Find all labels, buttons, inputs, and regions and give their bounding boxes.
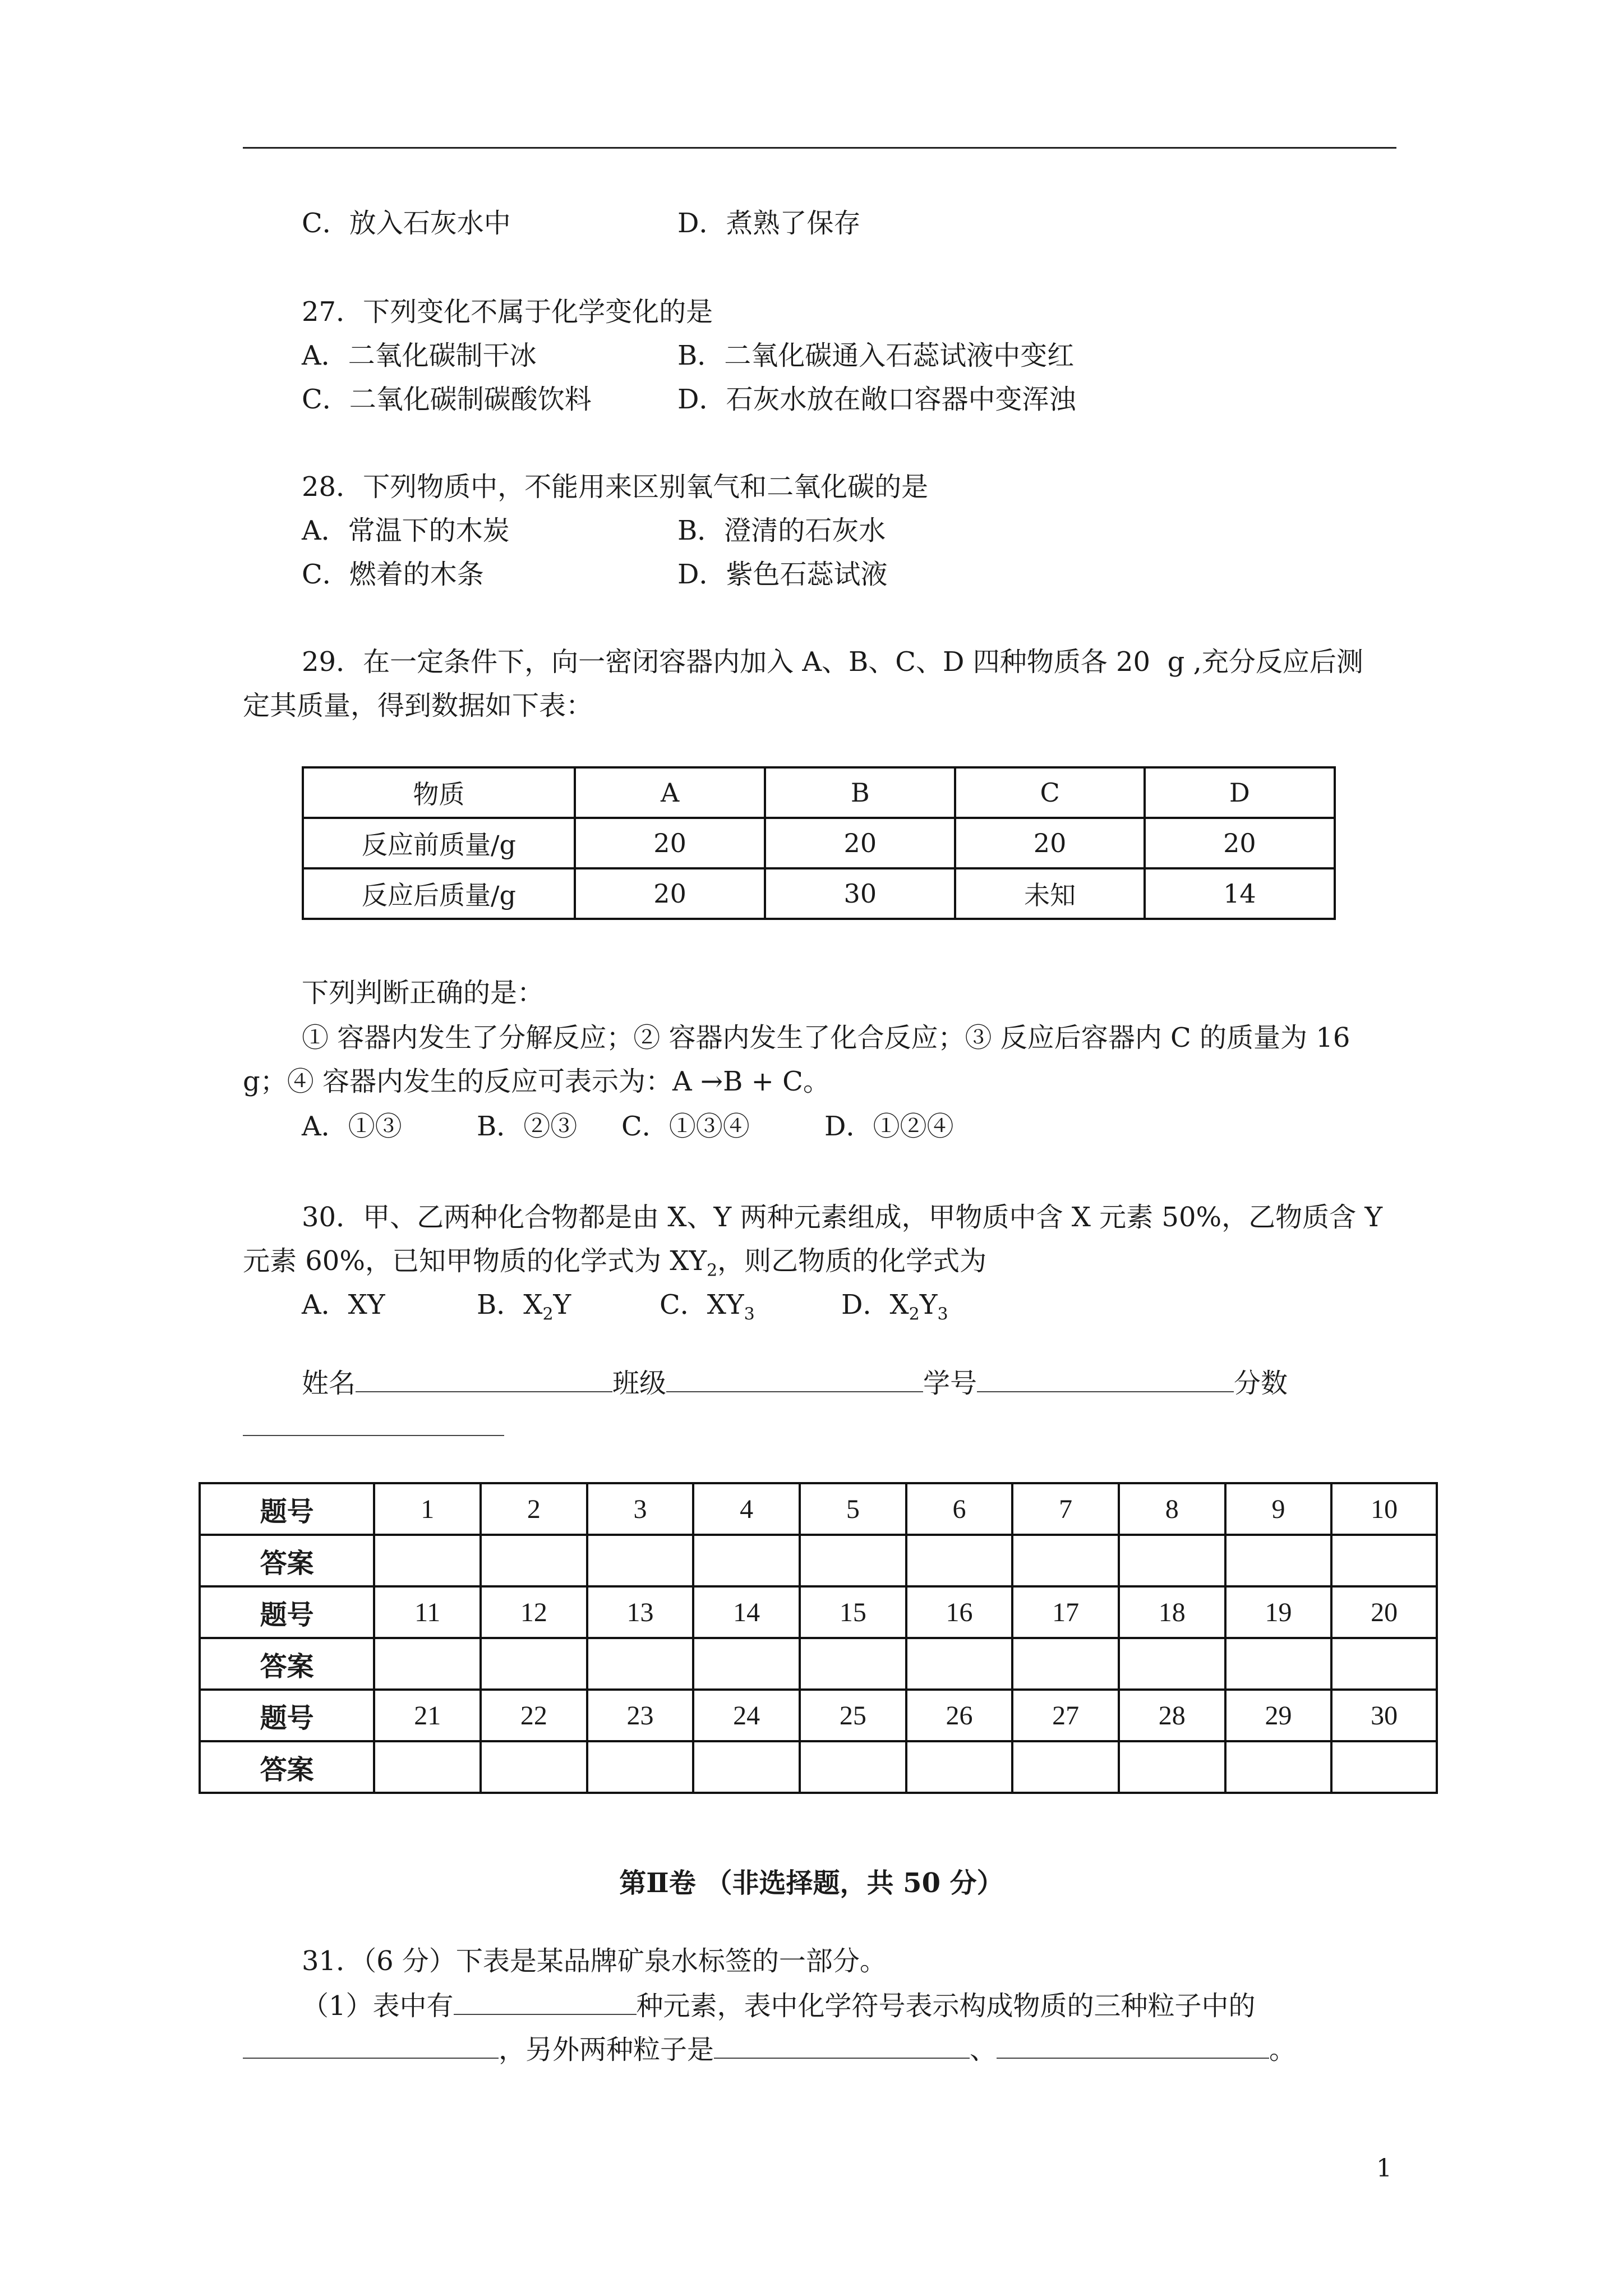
page-number: 1 — [1376, 2154, 1392, 2183]
q28-option-c: C．燃着的木条 — [302, 559, 484, 590]
answer-cell[interactable] — [1331, 1741, 1437, 1793]
q30-option-d-sub: 2 — [909, 1304, 920, 1324]
q29-option-b: B．②③ — [477, 1111, 578, 1142]
q26-option-d: D．煮熟了保存 — [677, 208, 861, 239]
q29-option-c: C．①③④ — [621, 1111, 750, 1142]
q31-separator: 、 — [970, 2034, 997, 2065]
question-number: 1 — [374, 1483, 481, 1535]
q30-line2-subscript: 2 — [707, 1260, 718, 1281]
answer-cell[interactable] — [1012, 1638, 1119, 1690]
class-label: 班级 — [612, 1368, 667, 1399]
q29-cell: 20 — [955, 818, 1144, 868]
answer-cell[interactable] — [481, 1535, 587, 1586]
question-number: 30 — [1331, 1690, 1437, 1741]
answer-cell[interactable] — [1225, 1535, 1332, 1586]
q29-cell: 反应前质量/g — [303, 818, 575, 868]
question-number-label: 题号 — [200, 1586, 374, 1638]
q27-option-d: D．石灰水放在敞口容器中变浑浊 — [677, 384, 1076, 415]
answer-cell[interactable] — [587, 1741, 694, 1793]
q30-option-a: A．XY — [302, 1289, 385, 1320]
q31-part1-text: （1）表中有 — [302, 1990, 454, 2022]
answer-cell[interactable] — [1119, 1741, 1225, 1793]
answer-grid-question-row — [200, 1483, 1437, 1535]
q29-cell: 反应后质量/g — [303, 868, 575, 919]
q29-header-cell: D — [1145, 767, 1335, 818]
question-number: 8 — [1119, 1483, 1225, 1535]
answer-cell[interactable] — [1225, 1638, 1332, 1690]
question-number: 15 — [800, 1586, 906, 1638]
question-number: 29 — [1225, 1690, 1332, 1741]
q29-header-cell: A — [575, 767, 765, 818]
answer-cell[interactable] — [481, 1638, 587, 1690]
answer-cell[interactable] — [1012, 1535, 1119, 1586]
question-number: 21 — [374, 1690, 481, 1741]
answer-cell[interactable] — [374, 1741, 481, 1793]
q27-option-c: C．二氧化碳制碳酸饮料 — [302, 384, 592, 415]
q29-cell: 14 — [1145, 868, 1335, 919]
q27-option-a: A．二氧化碳制干冰 — [302, 340, 537, 371]
question-number: 2 — [481, 1483, 587, 1535]
q29-table-row — [303, 868, 1335, 919]
q30-option-b — [477, 1288, 571, 1332]
q30-line2-text-end: ，则乙物质的化学式为 — [717, 1245, 987, 1277]
q31-period: 。 — [1269, 2034, 1297, 2065]
question-number: 18 — [1119, 1586, 1225, 1638]
q28-stem: 28．下列物质中，不能用来区别氧气和二氧化碳的是 — [302, 471, 929, 503]
question-number: 24 — [693, 1690, 800, 1741]
q29-cell: 20 — [1145, 818, 1335, 868]
q28-option-b: B．澄清的石灰水 — [677, 515, 886, 546]
student-id-label: 学号 — [923, 1368, 978, 1399]
q27-option-b: B．二氧化碳通入石蕊试液中变红 — [677, 340, 1075, 371]
answer-cell[interactable] — [800, 1741, 906, 1793]
score-field[interactable] — [243, 1409, 504, 1436]
question-number: 22 — [481, 1690, 587, 1741]
q30-line2-text: 元素 60%，已知甲物质的化学式为 XY — [243, 1245, 707, 1277]
q30-option-b-text: B．X — [477, 1289, 543, 1320]
answer-grid-question-row — [200, 1586, 1437, 1638]
question-number: 3 — [587, 1483, 694, 1535]
q30-option-c — [660, 1288, 755, 1332]
q30-option-b-text-end: Y — [553, 1289, 571, 1320]
answer-grid — [199, 1482, 1438, 1794]
question-number-label: 题号 — [200, 1690, 374, 1741]
answer-cell[interactable] — [1119, 1535, 1225, 1586]
answer-cell[interactable] — [374, 1535, 481, 1586]
q29-option-a: A．①③ — [302, 1111, 402, 1142]
q31-particle-blank-1[interactable] — [243, 2032, 499, 2059]
question-number: 27 — [1012, 1690, 1119, 1741]
q29-table-row — [303, 818, 1335, 868]
q30-option-d-sub2: 3 — [937, 1304, 948, 1324]
question-number: 20 — [1331, 1586, 1437, 1638]
question-number: 13 — [587, 1586, 694, 1638]
answer-cell[interactable] — [1225, 1741, 1332, 1793]
answer-cell[interactable] — [693, 1741, 800, 1793]
q29-cell: 30 — [765, 868, 955, 919]
answer-cell[interactable] — [800, 1535, 906, 1586]
question-number: 9 — [1225, 1483, 1332, 1535]
q29-cell: 20 — [575, 868, 765, 919]
q29-stem-line1: 29．在一定条件下，向一密闭容器内加入 A、B、C、D 四种物质各 20 g ,充分反应后测 — [302, 646, 1363, 678]
question-number: 5 — [800, 1483, 906, 1535]
q31-stem: 31．（6 分）下表是某品牌矿泉水标签的一部分。 — [302, 1945, 887, 1977]
q29-data-table — [302, 766, 1336, 920]
question-number: 23 — [587, 1690, 694, 1741]
answer-grid-answer-row — [200, 1535, 1437, 1586]
answer-cell[interactable] — [693, 1535, 800, 1586]
q30-line2 — [243, 1244, 986, 1288]
answer-cell[interactable] — [1119, 1638, 1225, 1690]
answer-label: 答案 — [200, 1741, 374, 1793]
q28-option-a: A．常温下的木炭 — [302, 515, 510, 546]
answer-grid-answer-row — [200, 1638, 1437, 1690]
q30-option-c-sub: 3 — [744, 1304, 755, 1324]
question-number: 19 — [1225, 1586, 1332, 1638]
q30-option-d-text: D．X — [841, 1289, 909, 1320]
answer-cell[interactable] — [800, 1638, 906, 1690]
question-number: 26 — [906, 1690, 1013, 1741]
answer-label: 答案 — [200, 1535, 374, 1586]
answer-cell[interactable] — [906, 1741, 1013, 1793]
q31-particle-blank-3[interactable] — [997, 2032, 1269, 2059]
name-label: 姓名 — [302, 1368, 356, 1399]
q31-part1-text-cont: 种元素，表中化学符号表示构成物质的三种粒子中的 — [636, 1990, 1256, 2022]
class-field[interactable] — [666, 1365, 923, 1392]
q29-cell: 20 — [575, 818, 765, 868]
answer-cell[interactable] — [374, 1638, 481, 1690]
q29-header-cell: 物质 — [303, 767, 575, 818]
q30-option-b-sub: 2 — [542, 1304, 554, 1324]
question-number: 16 — [906, 1586, 1013, 1638]
question-number: 17 — [1012, 1586, 1119, 1638]
answer-grid-question-row — [200, 1690, 1437, 1741]
q29-option-d: D．①②④ — [824, 1111, 954, 1142]
question-number: 28 — [1119, 1690, 1225, 1741]
q29-cell: 20 — [765, 818, 955, 868]
student-info-line — [302, 1365, 1288, 1400]
q29-statements-line2: g；④ 容器内发生的反应可表示为：A →B + C。 — [243, 1066, 830, 1097]
q29-prompt: 下列判断正确的是： — [302, 977, 545, 1009]
section-2-title: 第Ⅱ卷 （非选择题，共 50 分） — [619, 1867, 1004, 1899]
answer-cell[interactable] — [587, 1638, 694, 1690]
question-number: 14 — [693, 1586, 800, 1638]
answer-cell[interactable] — [1331, 1535, 1437, 1586]
question-number: 25 — [800, 1690, 906, 1741]
q30-option-d-text-mid: Y — [919, 1289, 938, 1320]
question-number: 4 — [693, 1483, 800, 1535]
student-id-field[interactable] — [977, 1365, 1234, 1392]
question-number: 6 — [906, 1483, 1013, 1535]
q30-option-d — [841, 1288, 948, 1332]
answer-cell[interactable] — [906, 1638, 1013, 1690]
answer-cell[interactable] — [587, 1535, 694, 1586]
question-number: 12 — [481, 1586, 587, 1638]
answer-cell[interactable] — [906, 1535, 1013, 1586]
q29-statements-line1: ① 容器内发生了分解反应；② 容器内发生了化合反应；③ 反应后容器内 C 的质量为 16 — [302, 1022, 1350, 1053]
q27-stem: 27．下列变化不属于化学变化的是 — [302, 296, 713, 328]
answer-cell[interactable] — [1012, 1741, 1119, 1793]
q31-part1-text-2: ，另外两种粒子是 — [499, 2034, 714, 2065]
question-number: 10 — [1331, 1483, 1437, 1535]
question-number: 7 — [1012, 1483, 1119, 1535]
q29-header-cell: C — [955, 767, 1144, 818]
q31-part1-line1 — [302, 1988, 1256, 2023]
answer-grid-answer-row — [200, 1741, 1437, 1793]
q31-element-count-blank[interactable] — [454, 1988, 637, 2015]
q31-particle-blank-2[interactable] — [714, 2032, 970, 2059]
q29-table-header-row — [303, 767, 1335, 818]
q31-part1-line2 — [243, 2032, 1296, 2067]
answer-cell[interactable] — [1331, 1638, 1437, 1690]
q28-option-d: D．紫色石蕊试液 — [677, 559, 888, 590]
q30-option-c-text: C．XY — [660, 1289, 744, 1320]
name-field[interactable] — [356, 1365, 612, 1392]
score-label: 分数 — [1234, 1368, 1288, 1399]
q30-line1: 30．甲、乙两种化合物都是由 X、Y 两种元素组成，甲物质中含 X 元素 50%，乙物质含 Y — [302, 1202, 1383, 1233]
header-rule — [243, 147, 1396, 149]
question-number: 11 — [374, 1586, 481, 1638]
answer-label: 答案 — [200, 1638, 374, 1690]
q29-header-cell: B — [765, 767, 955, 818]
question-number-label: 题号 — [200, 1483, 374, 1535]
q29-cell: 未知 — [955, 868, 1144, 919]
answer-cell[interactable] — [481, 1741, 587, 1793]
q26-option-c: C．放入石灰水中 — [302, 208, 511, 239]
answer-cell[interactable] — [693, 1638, 800, 1690]
q29-stem-line2: 定其质量，得到数据如下表： — [243, 690, 593, 721]
